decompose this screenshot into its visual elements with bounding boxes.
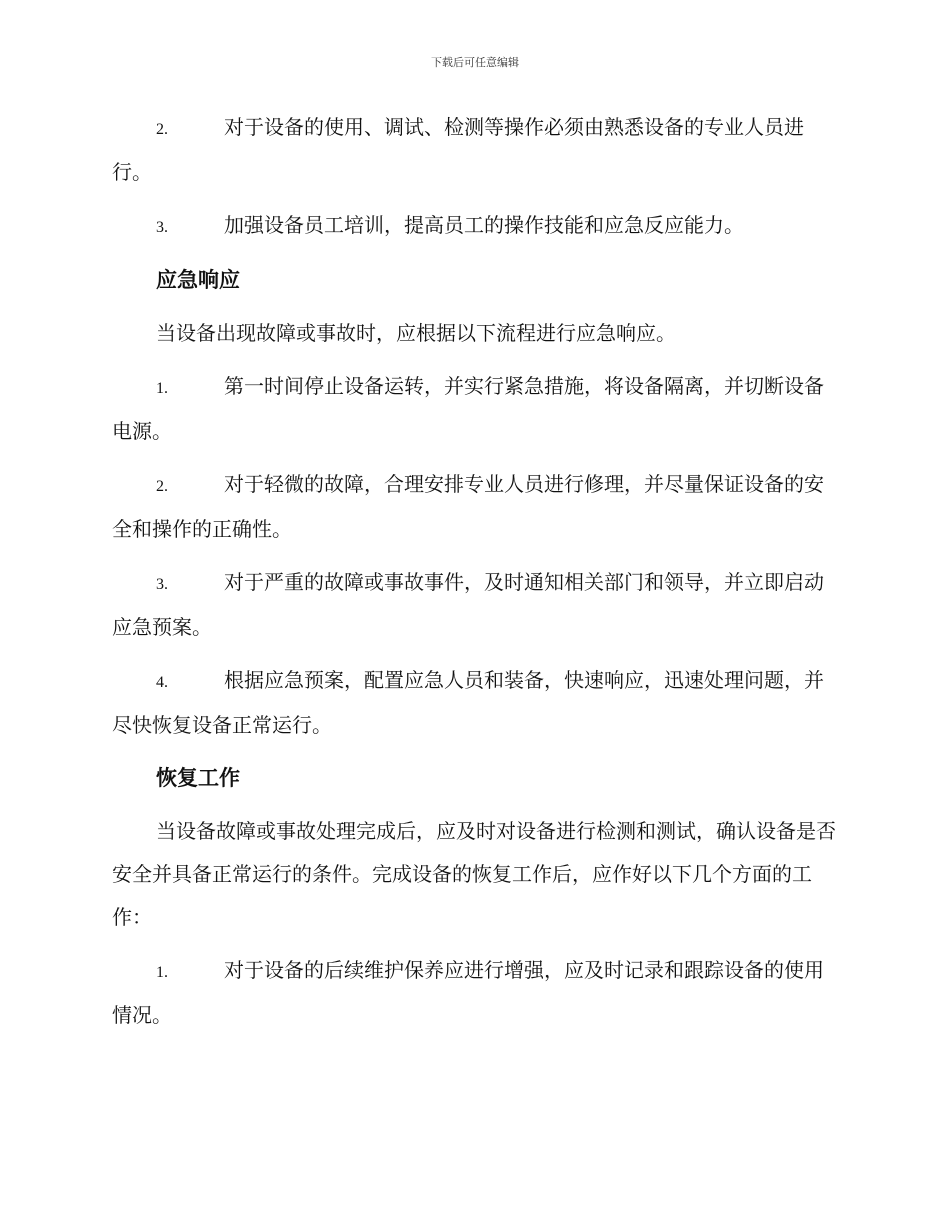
list-number: 3. [156, 576, 168, 593]
list-text: 第一时间停止设备运转，并实行紧急措施，将设备隔离，并切断设备电源。 [112, 374, 824, 443]
document-body [112, 106, 838, 1047]
list-number: 1. [156, 380, 168, 397]
list-item [112, 463, 838, 551]
list-number: 1. [156, 964, 168, 981]
list-number: 2. [156, 478, 168, 495]
list-text: 对于严重的故障或事故事件，及时通知相关部门和领导，并立即启动应急预案。 [112, 570, 824, 639]
list-text: 对于轻微的故障，合理安排专业人员进行修理，并尽量保证设备的安全和操作的正确性。 [112, 472, 824, 541]
list-item [112, 204, 838, 249]
list-item [112, 106, 838, 194]
list-text: 根据应急预案，配置应急人员和装备，快速响应，迅速处理问题，并尽快恢复设备正常运行。 [112, 668, 824, 737]
page-header: 下载后可任意编辑 [431, 56, 519, 69]
section-heading: 应急响应 [156, 268, 240, 292]
paragraph: 当设备故障或事故处理完成后，应及时对设备进行检测和测试，确认设备是否安全并具备正常运行的条件。完成设备的恢复工作后，应作好以下几个方面的工作： [112, 819, 836, 929]
list-text: 对于设备的后续维护保养应进行增强，应及时记录和跟踪设备的使用情况。 [112, 958, 824, 1027]
list-text: 对于设备的使用、调试、检测等操作必须由熟悉设备的专业人员进行。 [112, 115, 804, 184]
list-item [112, 659, 838, 747]
list-text: 加强设备员工培训，提高员工的操作技能和应急反应能力。 [224, 213, 744, 237]
list-item [112, 561, 838, 649]
list-item [112, 365, 838, 453]
list-item [112, 949, 838, 1037]
list-number: 2. [156, 121, 168, 138]
list-number: 3. [156, 219, 168, 236]
list-number: 4. [156, 674, 168, 691]
paragraph: 当设备出现故障或事故时，应根据以下流程进行应急响应。 [156, 321, 676, 345]
section-heading: 恢复工作 [156, 766, 240, 790]
